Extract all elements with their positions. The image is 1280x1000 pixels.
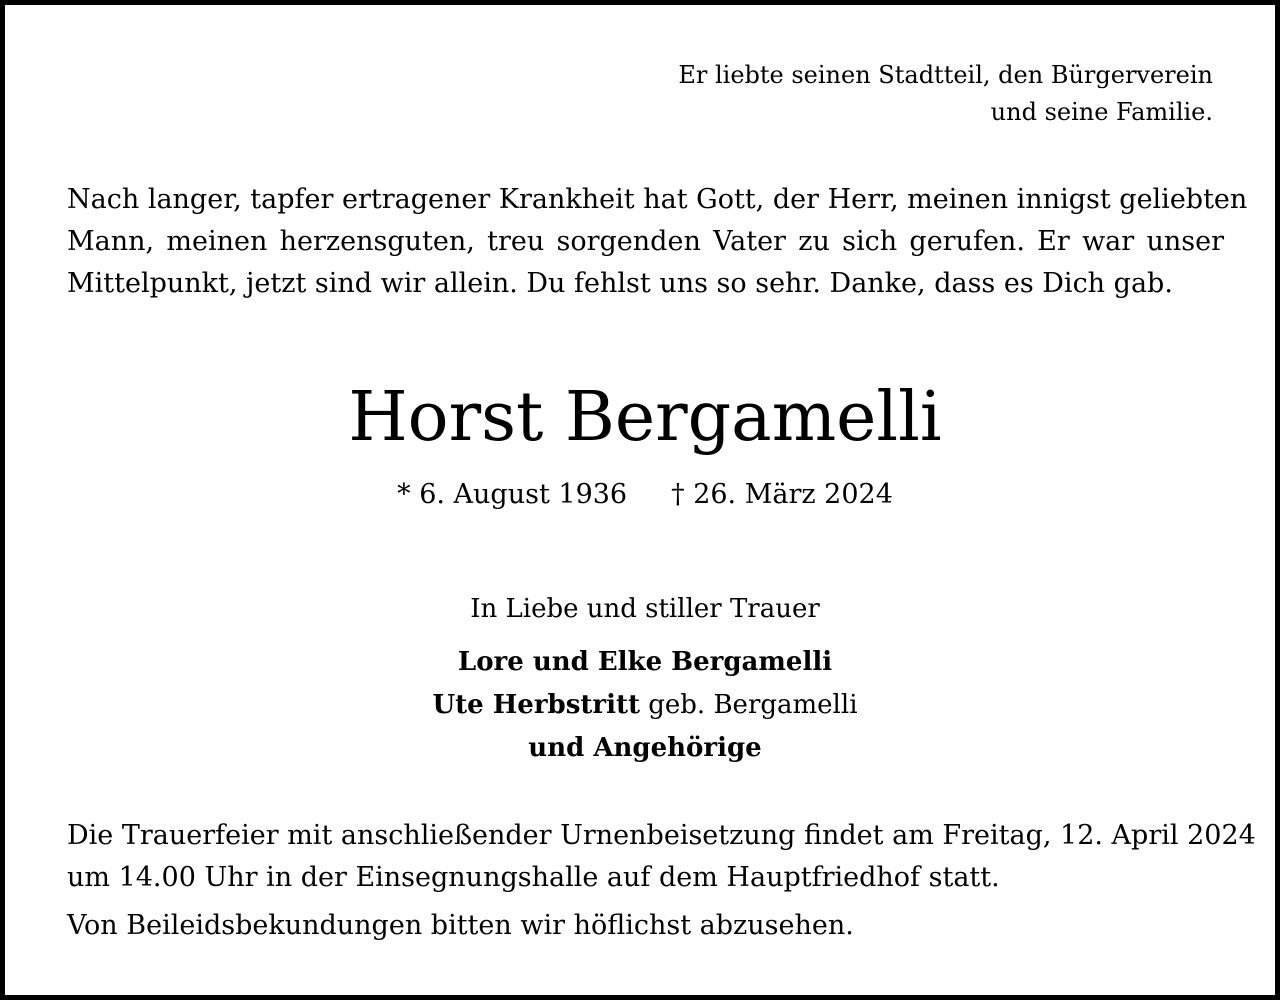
family-name-lore-elke: Lore und Elke Bergamelli xyxy=(457,647,833,677)
intro-line-3: Mittelpunkt, jetzt sind wir allein. Du fehlst uns so sehr. Danke, dass es Dich gab. xyxy=(67,268,1173,299)
family-row-2 xyxy=(5,684,1280,727)
ceremony-line-1: Die Trauerfeier mit anschließender Urnenbeisetzung findet am Freitag, 12. April 2024 xyxy=(67,820,1256,851)
family-row-3 xyxy=(5,727,1280,770)
motto xyxy=(513,57,1213,131)
death-date: † 26. März 2024 xyxy=(671,479,893,510)
mourning-text: In Liebe und stiller Trauer xyxy=(470,594,820,624)
motto-line-1: Er liebte seinen Stadtteil, den Bürgerverein xyxy=(678,61,1213,89)
family-relatives: und Angehörige xyxy=(528,733,762,763)
life-dates xyxy=(5,475,1280,515)
ceremony-line-2: um 14.00 Uhr in der Einsegnungshalle auf dem Hauptfriedhof statt. xyxy=(67,862,1000,893)
condolence-note: Von Beileidsbekundungen bitten wir höflichst abzusehen. xyxy=(67,910,854,941)
intro-paragraph xyxy=(67,179,1248,305)
deceased-name: Horst Bergamelli xyxy=(348,378,942,457)
family-signatures xyxy=(5,641,1280,770)
motto-line-2: und seine Familie. xyxy=(990,98,1213,126)
intro-line-2: Mann, meinen herzensguten, treu sorgenden Vater zu sich gerufen. Er war unser xyxy=(67,226,1224,257)
ceremony-info xyxy=(67,815,1267,899)
intro-line-1: Nach langer, tapfer ertragener Krankheit hat Gott, der Herr, meinen innigst geliebten xyxy=(67,184,1248,215)
family-row-1 xyxy=(5,641,1280,684)
family-name-ute: Ute Herbstritt xyxy=(432,690,640,720)
family-maiden-name: geb. Bergamelli xyxy=(639,690,858,720)
birth-date: * 6. August 1936 xyxy=(397,479,628,510)
